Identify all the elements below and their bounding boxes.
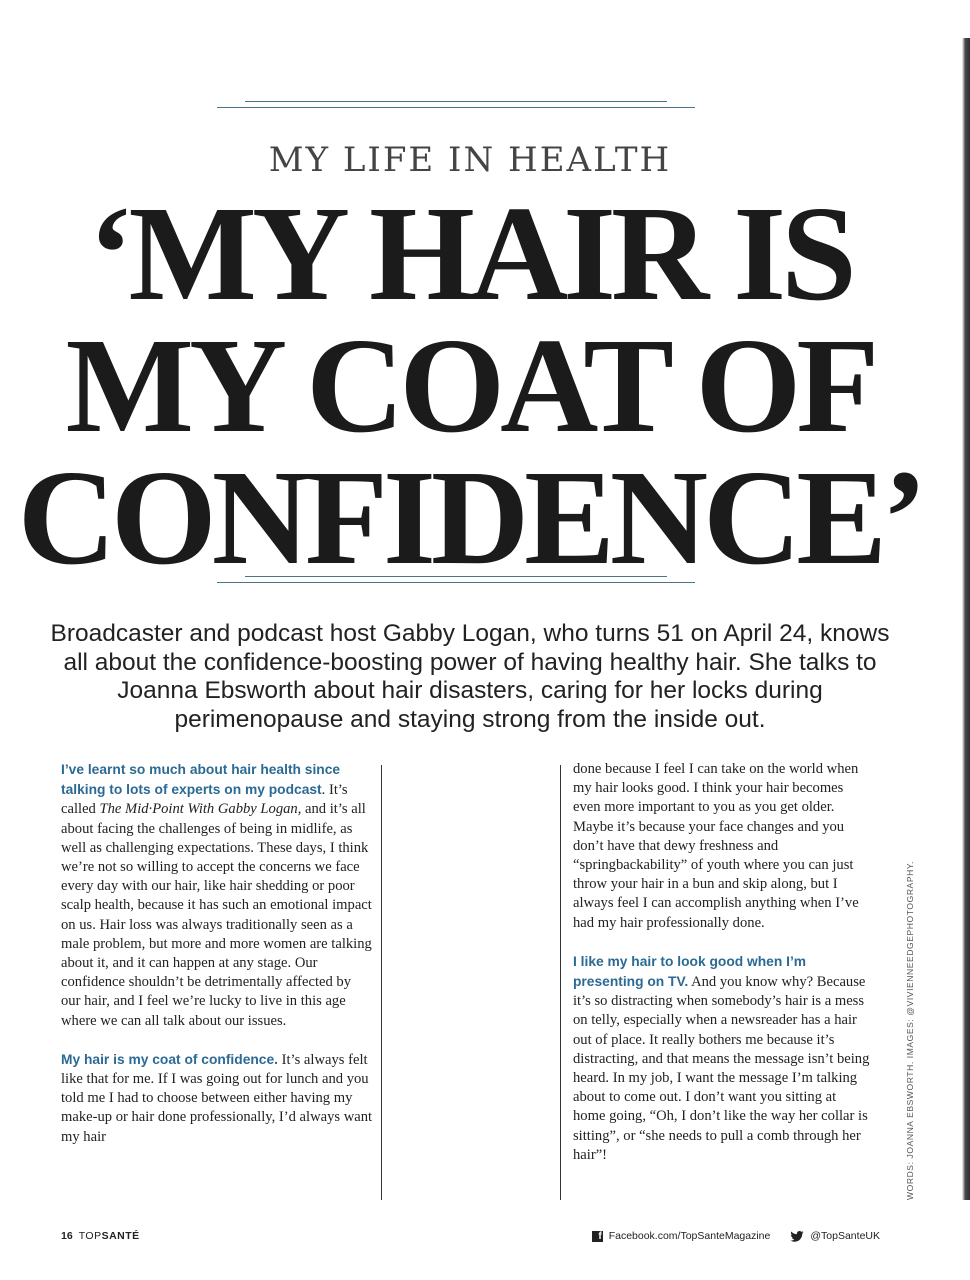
twitter-link[interactable]: @TopSanteUK (810, 1230, 880, 1242)
podcast-title: The Mid·Point With Gabby Logan (99, 801, 298, 818)
paragraph-4-text: And you know why? Because it’s so distracting when somebody’s hair is a mess on telly, especially when a newsreader has a hair out of place. It really bothers me because it’s distracting, and that means the message isn’t being heard. In my job, I want the message I’m talking about to come out. I don’t want you sitting at home going, “Oh, I don’t like the way her collar is sitting”, or “she needs to pull a comb through her hair”! (573, 974, 870, 1163)
column-divider-1 (381, 765, 382, 1200)
paragraph-2-text: It’s always felt like that for me. If I was going out for lunch and you told me I had to choose between either having my make-up or hair done professionally, I’d always want my hair (61, 1051, 373, 1145)
magazine-name-top: TOP (78, 1230, 102, 1242)
paragraph-4 (573, 952, 871, 1165)
photo-credit: WORDS: JOANNA EBSWORTH. IMAGES: @VIVIENNEEDGEPHOTOGRAPHY. (905, 861, 915, 1200)
section-kicker: MY LIFE IN HEALTH (268, 140, 672, 180)
headline-line-1: ‘MY HAIR IS (88, 179, 852, 329)
paragraph-3: done because I feel I can take on the world when my hair looks good. I think your hair becomes even more important to you as you get older. Maybe it’s because your face changes and you don’t have that dewy freshness and “springbackability” of youth where you can just throw your hair in a bun and skip along, but I always feel I can accomplish anything when I’ve had my hair professionally done. (573, 761, 859, 931)
social-links (592, 1230, 880, 1242)
page-edge-shadow (962, 38, 970, 1200)
headline-line-3: CONFIDENCE’ (17, 443, 923, 593)
body-column-1 (61, 760, 373, 1166)
paragraph-4-lead: I like my hair to look good when I’m presenting on TV. (573, 953, 807, 990)
paragraph-1-text-b: , and it’s all about facing the challenges of being in midlife, as well as challenging expectations. These days, I think we’re not so willing to accept the concerns we face every day with our hair, like hair shedding or poor scalp health, because it has such an emotional impact on us. Hair loss was always traditionally seen as a male problem, but more and more women are talking about it, and it can happen at any stage. Our confidence shouldn’t be detrimentally affected by our hair, and I feel we’re lucky to live in this age where we can all talk about our issues. (61, 801, 372, 1029)
facebook-link[interactable]: Facebook.com/TopSanteMagazine (608, 1230, 771, 1242)
paragraph-1-lead: I’ve learnt so much about hair health since talking to lots of experts on my podcast (61, 762, 341, 798)
magazine-name-sante: SANTÉ (101, 1230, 140, 1242)
paragraph-2 (61, 1050, 373, 1147)
page-number: 16 (61, 1230, 73, 1242)
headline (0, 179, 940, 593)
facebook-icon: f (592, 1231, 603, 1242)
paragraph-1-text-a: . It’s called (61, 782, 348, 818)
paragraph-1 (61, 760, 373, 1031)
twitter-icon (790, 1231, 804, 1242)
headline-line-2: MY COAT OF (65, 311, 875, 461)
paragraph-2-lead: My hair is my coat of confidence. (61, 1051, 278, 1067)
body-column-2 (573, 760, 871, 1184)
folio (61, 1230, 140, 1242)
top-rule (217, 101, 695, 108)
column-divider-2 (560, 765, 561, 1200)
standfirst: Broadcaster and podcast host Gabby Logan, who turns 51 on April 24, knows all about the confidence-boosting power of having healthy hair. She talks to Joanna Ebsworth about hair disasters, caring for her locks during perimenopause and staying strong from the inside out. (50, 620, 890, 733)
bottom-rule (217, 576, 695, 583)
